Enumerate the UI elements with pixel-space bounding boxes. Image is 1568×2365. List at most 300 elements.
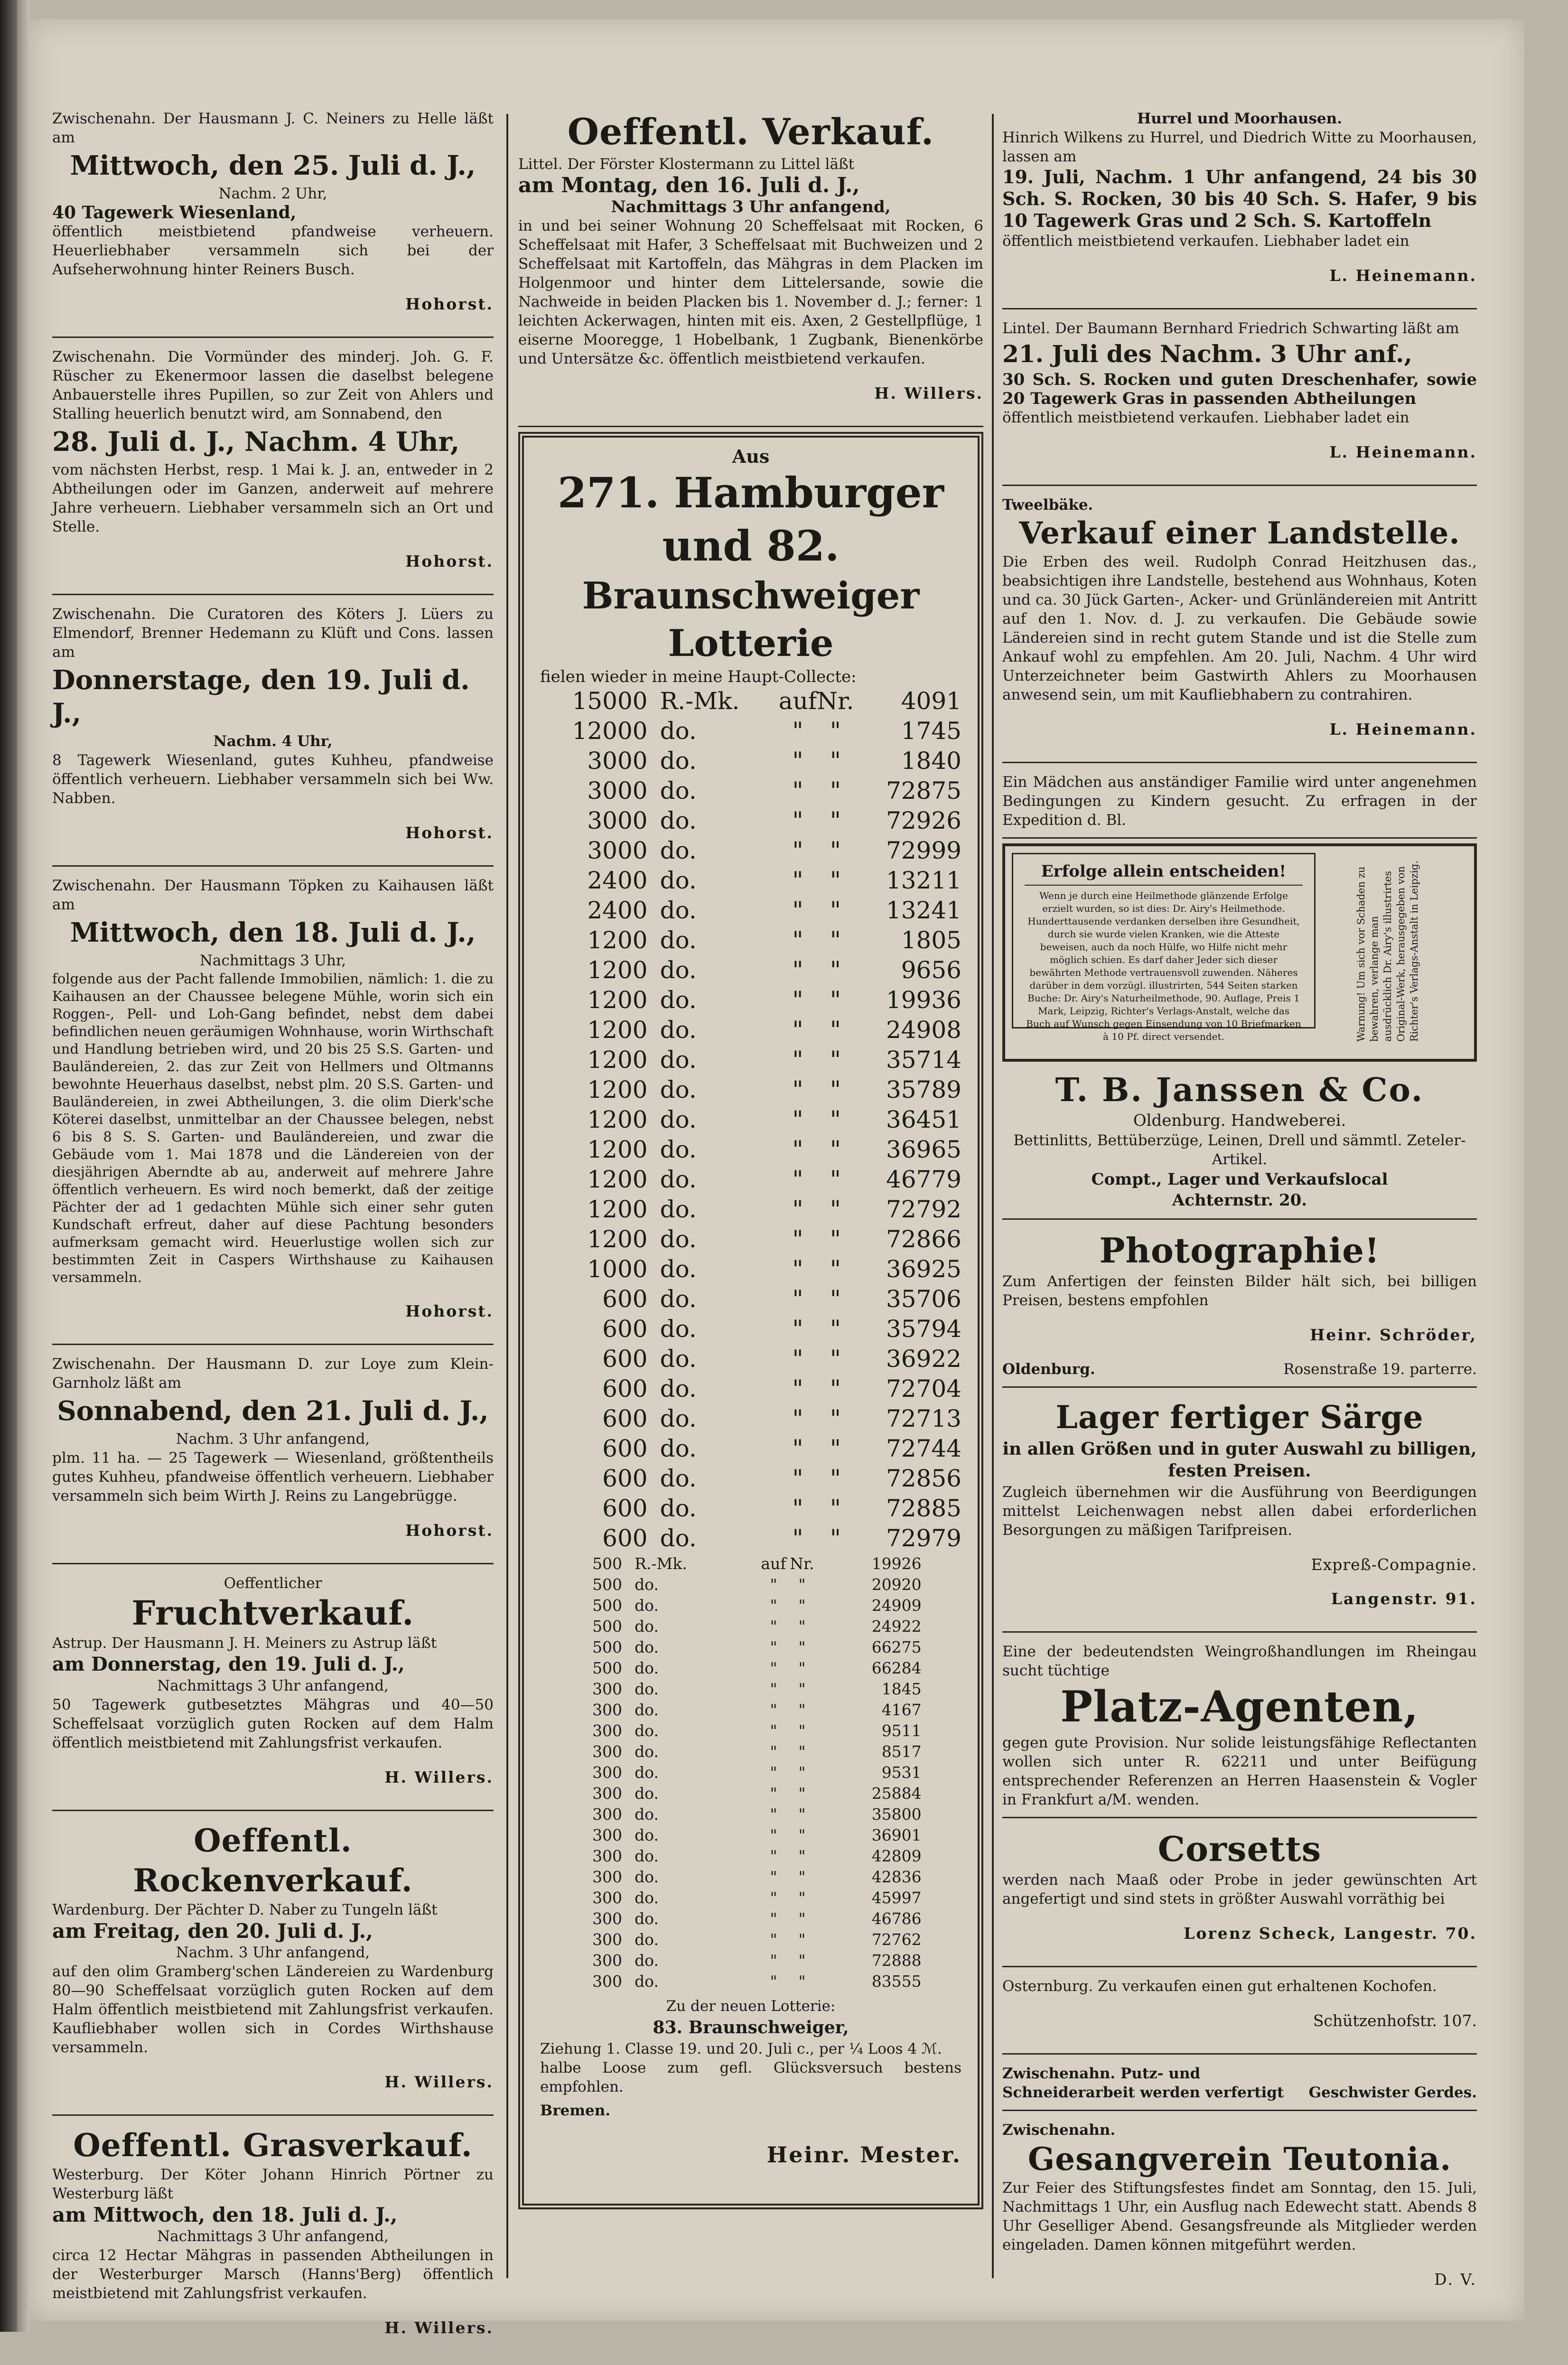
prize-amount: 300 [592,1784,623,1803]
prize-label: do. [660,867,697,894]
ad-body: Osternburg. Zu verkaufen einen gut erhaltenen Kochofen. [1002,1978,1437,1995]
prize-label: do. [660,1255,697,1283]
ad-body: circa 12 Hectar Mähgras in passenden Abtheilungen in der Westerburger Marsch (Hanns'Berg) öffentlich meistbietend mit Zahlungsfrist verkaufen. [52,2247,494,2302]
prize-amount: 1200 [587,986,648,1014]
prize-nr: " [798,1721,806,1740]
prize-amount: 1200 [587,1136,648,1163]
lottery-row [540,1464,961,1494]
lottery-row [540,1524,961,1553]
ad-body: werden nach Maaß oder Probe in jeder gewünschten Art angefertigt und sind stets in größter Auswahl vorräthig bei [1002,1871,1477,1907]
prize-number: 8517 [881,1742,922,1761]
lottery-row [540,1374,961,1404]
lottery-row [540,1105,961,1135]
prize-number: 4091 [901,687,961,715]
prize-nr: " [798,1638,806,1656]
lottery-draw: Ziehung 1. Classe 19. und 20. Juli c., per ¼ Loos 4 ℳ. [540,2040,942,2057]
prize-amount: 300 [592,1888,623,1907]
prize-auf: " [770,1617,777,1636]
prize-number: 42836 [871,1868,922,1886]
lottery-row [540,686,961,716]
prize-number: 4167 [881,1701,922,1719]
prize-nr: " [798,1784,806,1803]
prize-nr: " [798,1659,806,1677]
prize-amount: 1200 [587,926,648,954]
prize-amount: 2400 [587,897,648,924]
prize-auf: " [770,1930,777,1949]
prize-label: do. [660,1524,697,1552]
prize-amount: 600 [602,1375,648,1402]
prize-auf: " [770,1826,777,1844]
lottery-row [540,1284,961,1314]
ad-airy-heilmethode [1002,843,1477,1062]
prize-nr: " [798,1763,806,1782]
prize-nr: " [830,1375,841,1402]
prize-auf: " [792,956,803,984]
prize-number: 72885 [886,1495,961,1522]
ad-body: öffentlich meistbietend pfandweise verheuern. Heuerliebhaber versammeln sich bei der Aufseherwohnung hinter Reiners Busch. [52,223,494,278]
lottery-halves: halbe Loose zum gefl. Glücksversuch bestens empfohlen. [540,2059,961,2095]
lottery-row [559,1741,922,1762]
prize-label: do. [660,1076,697,1103]
ad-body: folgende aus der Pacht fallende Immobilien, nämlich: 1. die zu Kaihausen an der Chaussee belegene Mühle, worin sich ein Roggen-, Pell- und Loh-Gang befindet, nebst dem dabei befindlichen neuen geräumigen Wohnhause, worin Wirthschaft und Handlung betrieben wird, und 20 bis 25 S.S. Garten- und Bauländereien, 2. das zur Zeit von Hellmers und Oltmanns bewohnte Heuerhaus daselbst, nebst plm. 20 S.S. Garten- und Bauländereien, in zwei Abtheilungen, 3. die olim Dierk'sche Köterei daselbst, unmittelbar an der Chaussee belegen, nebst 6 bis 8 S. S. Garten- und Bauländereien, und zwar die Gebäude vom 1. Mai 1878 und die Ländereien von der diesjährigen Aberndte ab au, anderweit auf mehrere Jahre öffentlich verheuern. Es wird noch bemerkt, daß der zeitige Pächter der ad 1 gedachten Mühle sich einer sehr guten Kundschaft erfreut, daher auf diese Pachtung besonders aufmerksam gemacht wird. Heuerlustige wollen sich zur bestimmten Zeit in Caspers Wirthshause zu Kaihausen versammeln. [52,971,494,1285]
ad-title: Corsetts [1157,1829,1322,1869]
ad-time: Nachm. 4 Uhr, [213,733,333,750]
prize-nr: " [830,837,841,864]
prize-auf: auf [778,687,817,715]
prize-nr: " [830,1435,841,1462]
lottery-row [559,1950,922,1971]
lottery-row [559,1783,922,1804]
prize-auf: " [792,1465,803,1492]
prize-number: 72866 [886,1225,961,1253]
prize-amount: 1200 [587,1016,648,1044]
prize-nr: " [798,1596,806,1615]
ad-signature: D. V. [1434,2270,1477,2289]
ad-address: Achternstr. 20. [1172,1191,1307,1210]
ad-body: Bettinlitts, Bettüberzüge, Leinen, Drell und sämmtl. Zeteler-Artikel. [1013,1132,1466,1168]
lottery-row [559,1971,922,1992]
lottery-row [540,776,961,806]
newspaper-page [29,19,1524,2337]
ad-head: Zwischenahn. Der Hausmann J. C. Neiners zu Helle läßt am [52,110,494,146]
prize-nr: " [798,1972,806,1991]
ad-signature: H. Willers. [384,2073,494,2091]
prize-label: do. [660,1495,697,1522]
lottery-row [540,1135,961,1165]
prize-amount: 500 [592,1575,623,1594]
lottery-row [540,1195,961,1225]
lottery-row [559,1888,922,1908]
ad-signature: L. Heinemann. [1329,443,1477,461]
prize-auf: " [770,1659,777,1677]
lottery-row [540,1015,961,1045]
prize-label: do. [660,1375,697,1402]
prize-label: do. [635,1721,659,1740]
lottery-row [559,1574,922,1595]
prize-number: 20920 [871,1575,922,1594]
lottery-row [559,1762,922,1783]
prize-amount: 1200 [587,1076,648,1103]
column-rule [992,114,994,2278]
prize-auf: " [792,926,803,954]
ad-airy-frame [1012,853,1316,1042]
ad-maedchen [1002,768,1477,839]
prize-nr: " [830,1255,841,1283]
ad-body: 50 Tagewerk gutbesetztes Mähgras und 40—50 Scheffelsaat vorzüglich guten Rocken auf dem Halm öffentlich meistbietend mit Zahlungsfrist verkaufen. [52,1696,494,1751]
ad-date: Mittwoch, den 18. Juli d. J., [70,917,476,948]
prize-number: 72999 [886,837,961,864]
lottery-row [559,1658,922,1679]
prize-label: do. [635,1742,659,1761]
ad-signature: Hohorst. [405,1302,494,1320]
prize-amount: 3000 [587,807,648,834]
prize-number: 25884 [871,1784,922,1803]
ad-signature: Geschwister Gerdes. [1308,2084,1477,2101]
prize-amount: 1200 [587,1225,648,1253]
ad-date: 21. Juli des Nachm. 3 Uhr anf., [1002,340,1412,368]
prize-auf: " [792,1016,803,1044]
prize-auf: " [792,807,803,834]
lottery-signature: Heinr. Mester. [766,2142,961,2168]
ad-head: Wardenburg. Der Pächter D. Naber zu Tungeln läßt [52,1901,438,1918]
prize-label: do. [635,1847,659,1865]
prize-label: do. [660,717,697,745]
prize-amount: 1200 [587,1166,648,1193]
prize-number: 13211 [886,867,961,894]
prize-auf: " [770,1805,777,1823]
prize-auf: " [792,747,803,775]
prize-number: 36901 [871,1826,922,1844]
prize-auf: " [792,1524,803,1552]
ad-putz [1002,2059,1477,2111]
ad-signature: Hohorst. [405,823,494,842]
lottery-title-line1: 271. Hamburger und 82. [558,468,944,570]
ad-hurrel [1002,104,1477,309]
prize-amount: 600 [602,1524,648,1552]
prize-label: do. [660,1345,697,1373]
ad-ruescher [52,343,494,595]
ad-head: Littel. Der Förster Klostermann zu Littel läßt [518,156,855,173]
prize-amount: 300 [592,1721,623,1740]
lottery-row [540,896,961,925]
lottery-row [559,1867,922,1888]
prize-amount: 600 [602,1345,648,1373]
ad-time: Nachmittags 3 Uhr anfangend, [157,2228,389,2245]
prize-number: 9656 [901,956,961,984]
ad-date: am Donnerstag, den 19. Juli d. J., [52,1653,405,1675]
ad-lintel [1002,314,1477,486]
ad-title: Erfolge allein entscheiden! [1025,862,1303,886]
prize-number: 36925 [886,1255,961,1283]
ad-title: T. B. Janssen & Co. [1055,1071,1424,1109]
prize-number: 13241 [886,897,961,924]
prize-amount: 3000 [587,777,648,804]
ad-signature: Lorenz Scheck, Langestr. 70. [1184,1924,1477,1943]
prize-auf: " [770,1909,777,1928]
prize-number: 24909 [871,1596,922,1615]
lottery-row [540,1344,961,1374]
lottery-row [559,1616,922,1637]
ad-head: Tweelbäke. [1002,496,1093,514]
ad-subtitle: Oldenburg. Handweberei. [1133,1111,1346,1130]
prize-auf: " [770,1680,777,1698]
ad-head: Zwischenahn. Der Hausmann Töpken zu Kaihausen läßt am [52,877,494,913]
lottery-row [559,1720,922,1741]
prize-number: 9511 [881,1721,922,1740]
lottery-row [559,1553,922,1574]
ad-body: plm. 11 ha. — 25 Tagewerk — Wiesenland, größtentheils gutes Kuhheu, pfandweise öffentlich verheuern. Liebhaber versammeln sich beim Wirth J. Reins zu Langebrügge. [52,1449,494,1505]
prize-auf: " [792,897,803,924]
prize-nr: " [830,1136,841,1163]
lottery-row [540,806,961,836]
prize-label: do. [660,1196,697,1223]
ad-place: Oldenburg. [1002,1361,1095,1378]
lottery-row [540,1225,961,1254]
prize-label: do. [660,1465,697,1492]
lottery-row [540,716,961,746]
prize-auf: " [770,1742,777,1761]
prize-auf: " [792,1196,803,1223]
lottery-row [559,1595,922,1616]
lottery-next-title: 83. Braunschweiger, [653,2018,849,2038]
prize-amount: 300 [592,1868,623,1886]
ad-landstelle [1002,491,1477,763]
ad-date: 19. Juli, Nachm. 1 Uhr anfangend, 24 bis 30 Sch. S. Rocken, 30 bis 40 Sch. S. Hafer, 9 bis 10 Tagewerk Gras und 2 Sch. S. Kartoffeln [1002,166,1477,231]
ad-date: 28. Juli d. J., Nachm. 4 Uhr, [52,426,460,458]
lottery-row [540,1314,961,1344]
prize-auf: " [792,1136,803,1163]
prize-number: 72704 [886,1375,961,1402]
column-2 [518,104,983,2214]
prize-amount: 1200 [587,956,648,984]
ad-rockenverkauf [52,1816,494,2116]
prize-amount: 15000 [572,687,648,715]
prize-label: do. [635,1680,659,1698]
prize-auf: " [770,1701,777,1719]
prize-amount: 1000 [587,1255,648,1283]
ad-date: Sonnabend, den 21. Juli d. J., [57,1395,489,1427]
prize-number: 45997 [871,1888,922,1907]
prize-auf: " [770,1638,777,1656]
ad-head: Zwischenahn. Der Hausmann D. zur Loye zum Klein-Garnholz läßt am [52,1355,494,1392]
ad-body: Zwischenahn. Putz- und Schneiderarbeit werden verfertigt [1002,2065,1284,2101]
ad-title: Gesangverein Teutonia. [1027,2141,1452,2178]
prize-label: R.-Mk. [660,687,740,715]
prize-amount: 300 [592,1701,623,1719]
ad-photographie [1002,1225,1477,1388]
prize-auf: " [770,1951,777,1970]
prize-number: 35800 [871,1805,922,1823]
lottery-row [559,1929,922,1950]
lottery-row [540,1254,961,1284]
prize-number: 72744 [886,1435,961,1462]
lottery-row [540,955,961,985]
prize-label: do. [635,1659,659,1677]
prize-number: 72888 [871,1951,922,1970]
prize-auf: " [792,986,803,1014]
prize-auf: " [792,1315,803,1343]
ad-title: Lager fertiger Särge [1055,1399,1424,1436]
ad-head: Eine der bedeutendsten Weingroßhandlungen im Rheingau sucht tüchtige [1002,1643,1477,1679]
prize-number: 9531 [881,1763,922,1782]
book-spine [0,0,17,2332]
prize-nr: " [830,807,841,834]
prize-nr: " [798,1868,806,1886]
lottery-row [559,1679,922,1700]
ad-janssen [1002,1066,1477,1220]
ad-saerge [1002,1393,1477,1633]
prize-label: do. [660,897,697,924]
prize-label: do. [660,1225,697,1253]
ad-meiners-helle [52,104,494,338]
prize-auf: " [770,1888,777,1907]
ad-tail: öffentlich meistbietend verkaufen. Liebhaber ladet ein [1002,409,1409,426]
prize-number: 72926 [886,807,961,834]
ad-head: Westerburg. Der Köter Johann Hinrich Pörtner zu Westerburg läßt [52,2166,494,2202]
ad-subtitle: in allen Größen und in guter Auswahl zu billigen, festen Preisen. [1002,1439,1477,1481]
prize-number: 35714 [886,1046,961,1074]
prize-number: 72713 [886,1405,961,1432]
lottery-row [559,1804,922,1825]
ad-signature: Expreß-Compagnie. [1311,1555,1477,1574]
prize-auf: " [792,1495,803,1522]
ad-time: Nachmittags 3 Uhr, [199,952,346,969]
ad-signature: H. Willers. [874,384,983,402]
ad-item: 30 Sch. S. Rocken und guten Dreschenhafer, sowie 20 Tagewerk Gras in passenden Abtheilungen [1002,370,1477,408]
ad-signature: L. Heinemann. [1329,266,1477,285]
prize-number: 24922 [871,1617,922,1636]
prize-label: do. [660,807,697,834]
ad-head: Zwischenahn. [1002,2122,1116,2139]
ad-side-warning: Warnung! Um sich vor Schaden zu bewahren, verlange man ausdrücklich Dr. Airy's illustrirtes Original-Werk, herausgegeben von Richter's Verlags-Anstalt in Leipzig. [1355,860,1420,1042]
prize-amount: 500 [592,1638,623,1656]
prize-nr: " [798,1888,806,1907]
ad-date: am Freitag, den 20. Juli d. J., [52,1919,373,1943]
prize-nr: " [830,1106,841,1133]
prize-label: do. [660,1166,697,1193]
ad-address: Schützenhofstr. 107. [1313,2011,1477,2030]
ad-row [1002,2064,1477,2102]
prize-nr: " [830,1225,841,1253]
prize-amount: 600 [602,1435,648,1462]
prize-amount: 600 [602,1465,648,1492]
prize-number: 46786 [871,1909,922,1928]
lottery-row [540,1075,961,1105]
ad-oeffentl-verkauf [518,104,983,427]
prize-label: do. [660,956,697,984]
prize-label: do. [660,747,697,775]
prize-label: do. [635,1596,659,1615]
ad-title: Hurrel und Moorhausen. [1137,110,1342,127]
prize-auf: " [770,1784,777,1803]
lottery-row [559,1846,922,1867]
ad-body: Ein Mädchen aus anständiger Familie wird unter angenehmen Bedingungen zu Kindern gesucht. Zu erfragen in der Expedition d. Bl. [1002,774,1477,829]
prize-nr: " [830,1166,841,1193]
ad-zur-loye [52,1350,494,1564]
prize-label: do. [660,1435,697,1462]
prize-number: 72875 [886,777,961,804]
prize-nr: " [830,1285,841,1313]
lottery-row [540,1404,961,1434]
prize-nr: " [830,1046,841,1074]
prize-auf: " [792,1106,803,1133]
prize-label: do. [635,1930,659,1949]
ad-footer-row [1002,1360,1477,1379]
ad-title: Platz-Agenten, [1060,1682,1419,1732]
ad-signature: H. Willers. [384,1768,494,1786]
ad-head: Zwischenahn. Die Curatoren des Köters J. Lüers zu Elmendorf, Brenner Hedemann zu Klüft und Cons. lassen am [52,606,494,661]
ad-time: Nachm. 2 Uhr, [218,185,327,202]
prize-auf: " [770,1575,777,1594]
prize-amount: 500 [592,1554,623,1573]
prize-nr: " [830,1076,841,1103]
prize-nr: " [830,1465,841,1492]
prize-nr: " [798,1575,806,1594]
prize-label: do. [660,926,697,954]
prize-number: 19926 [871,1554,922,1573]
prize-auf: " [792,1405,803,1432]
ad-body: Die Erben des weil. Rudolph Conrad Heitzhusen das., beabsichtigen ihre Landstelle, bestehend aus Wohnhaus, Koten und ca. 30 Jück Garten-, Acker- und Grünländereien mit Antritt auf den 1. Nov. d. J. zu verkaufen. Die Gebäude sowie Ländereien sind in recht gutem Stande und ist die Stelle zum Ankauf wohl zu empfehlen. Am 20. Juli, Nachm. 4 Uhr wird Unterzeichneter beim Gastwirth Ahlers zu Moorhausen anwesend sein, um mit Kaufliebhabern zu contrahiren. [1002,553,1477,703]
prize-label: do. [660,837,697,864]
prize-number: 36965 [886,1136,961,1163]
prize-amount: 300 [592,1930,623,1949]
prize-auf: " [792,837,803,864]
prize-auf: " [770,1972,777,1991]
ad-pretitle: Oeffentlicher [224,1575,322,1592]
lottery-row [540,746,961,776]
prize-label: do. [635,1972,659,1991]
prize-nr: " [830,926,841,954]
prize-number: 1745 [901,717,961,745]
prize-number: 72792 [886,1196,961,1223]
prize-number: 1840 [901,747,961,775]
prize-nr: " [830,897,841,924]
ad-signature: Hohorst. [405,295,494,313]
prize-nr: " [798,1742,806,1761]
prize-nr: " [798,1617,806,1636]
prize-auf: " [792,1076,803,1103]
ad-title: Oeffentl. Verkauf. [567,111,934,153]
ad-body: Zur Feier des Stiftungsfestes findet am Sonntag, den 15. Juli, Nachmittags 1 Uhr, ein Ausflug nach Edewecht statt. Abends 8 Uhr Geselliger Abend. Gesangsfreunde als Mitglieder werden eingeladen. Damen können mitgeführt werden. [1002,2179,1477,2253]
lottery-title-line2: Braunschweiger Lotterie [582,574,920,665]
prize-auf: " [792,1166,803,1193]
lottery-row [559,1637,922,1658]
lottery-next: Zu der neuen Lotterie: [666,1998,836,2015]
prize-nr: " [830,956,841,984]
prize-label: do. [635,1784,659,1803]
ad-item: 40 Tagewerk Wiesenland, [52,203,297,223]
ad-kochofen [1002,1972,1477,2055]
prize-nr: " [830,747,841,775]
prize-label: do. [635,1909,659,1928]
prize-auf: " [792,1345,803,1373]
ad-corsetts [1002,1823,1477,1967]
column-1 [52,104,494,2365]
ad-signature: L. Heinemann. [1329,720,1477,738]
lottery-row [540,1494,961,1524]
prize-amount: 300 [592,1805,623,1823]
prize-label: do. [635,1638,659,1656]
ad-body: Wenn je durch eine Heilmethode glänzende Erfolge erzielt wurden, so ist dies: Dr. Airy's Heilmethode. Hunderttausende verdanken derselben ihre Gesundheit, durch sie wurde vielen Kranken, wie die Atteste beweisen, auch da noch Hülfe, wo Hilfe nicht mehr möglich schien. Es darf daher Jeder sich dieser bewährten Methode vertrauensvoll zuwenden. Näheres darüber in dem vorzügl. illustrirten, 544 Seiten starken Buche: Dr. Airy's Naturheilmethode, 90. Auflage, Preis 1 Mark, Leipzig, Richter's Verlags-Anstalt, welche das Buch auf Wunsch gegen Einsendung von 10 Briefmarken à 10 Pf. direct versendet. [1026,890,1301,1042]
ad-signature: H. Willers. [384,2318,494,2337]
ad-body: gegen gute Provision. Nur solide leistungsfähige Reflectanten wollen sich unter R. 62211 und unter Beifügung entsprechender Referenzen an Herren Haasenstein & Vogler in Frankfurt a/M. wenden. [1002,1734,1477,1808]
prize-amount: 3000 [587,747,648,775]
prize-number: 24908 [886,1016,961,1044]
prize-label: do. [660,1016,697,1044]
ad-body: in und bei seiner Wohnung 20 Scheffelsaat mit Rocken, 6 Scheffelsaat mit Hafer, 3 Scheffelsaat mit Buchweizen und 2 Scheffelsaat mit Kartoffeln, das Mähgras in dem Placken im Holgenmoor und hinter dem Littelersande, sowie die Nachweide in beiden Placken bis 1. November d. J.; ferner: 1 leichten Ackerwagen, hinten mit eis. Axen, 2 Gestellpflüge, 1 eiserne Mooregge, 1 Hobelbank, 1 Zugbank, Bienenkörbe und Untersätze &c. öffentlich meistbietend verkaufen. [518,217,983,367]
prize-label: do. [660,777,697,804]
ad-date: Donnerstage, den 19. Juli d. J., [52,664,470,729]
